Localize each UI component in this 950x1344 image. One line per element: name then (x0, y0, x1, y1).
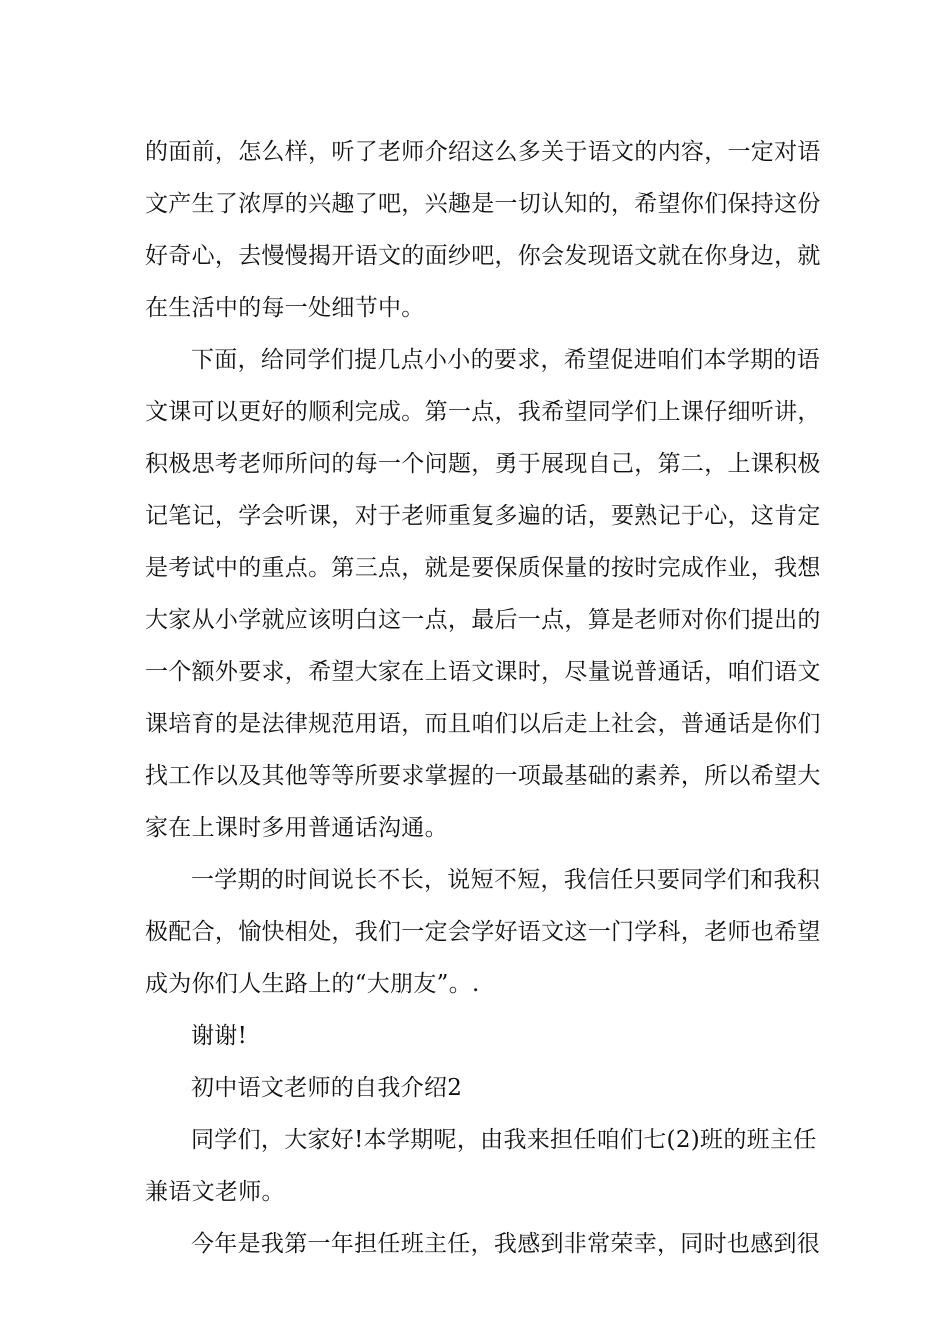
text-line: 大家从小学就应该明白这一点，最后一点，算是老师对你们提出的 (145, 607, 821, 633)
text-line: 一学期的时间说长不长，说短不短，我信任只要同学们和我积 (191, 867, 821, 893)
text-line: 文产生了浓厚的兴趣了吧，兴趣是一切认知的，希望你们保持这份 (145, 191, 821, 217)
text-line: 积极思考老师所问的每一个问题，勇于展现自己，第二，上课积极 (145, 451, 821, 477)
text-line: 在生活中的每一处细节中。 (145, 295, 425, 321)
text-line: 谢谢! (191, 1023, 248, 1049)
document-body (145, 130, 821, 1274)
section-heading: 初中语文老师的自我介绍2 (191, 1075, 463, 1101)
text-line: 的面前，怎么样，听了老师介绍这么多关于语文的内容，一定对语 (145, 139, 821, 165)
text-line: 同学们，大家好!本学期呢，由我来担任咱们七(2)班的班主任 (191, 1127, 817, 1153)
text-line: 是考试中的重点。第三点，就是要保质保量的按时完成作业，我想 (145, 555, 821, 581)
text-line: 找工作以及其他等等所要求掌握的一项最基础的素养，所以希望大 (145, 763, 821, 789)
text-line: 文课可以更好的顺利完成。第一点，我希望同学们上课仔细听讲， (145, 399, 821, 425)
text-line: 一个额外要求，希望大家在上语文课时，尽量说普通话，咱们语文 (145, 659, 821, 685)
text-line: 家在上课时多用普通话沟通。 (145, 815, 448, 841)
text-line: 课培育的是法律规范用语，而且咱们以后走上社会，普通话是你们 (145, 711, 821, 737)
text-line: 成为你们人生路上的“大朋友”。. (145, 971, 480, 997)
text-line: 极配合，愉快相处，我们一定会学好语文这一门学科，老师也希望 (145, 919, 821, 945)
text-line: 记笔记，学会听课，对于老师重复多遍的话，要熟记于心，这肯定 (145, 503, 821, 529)
text-line: 下面，给同学们提几点小小的要求，希望促进咱们本学期的语 (191, 347, 821, 373)
text-line: 兼语文老师。 (145, 1179, 285, 1205)
text-line: 好奇心，去慢慢揭开语文的面纱吧，你会发现语文就在你身边，就 (145, 243, 821, 269)
text-line: 今年是我第一年担任班主任，我感到非常荣幸，同时也感到很 (191, 1231, 821, 1257)
